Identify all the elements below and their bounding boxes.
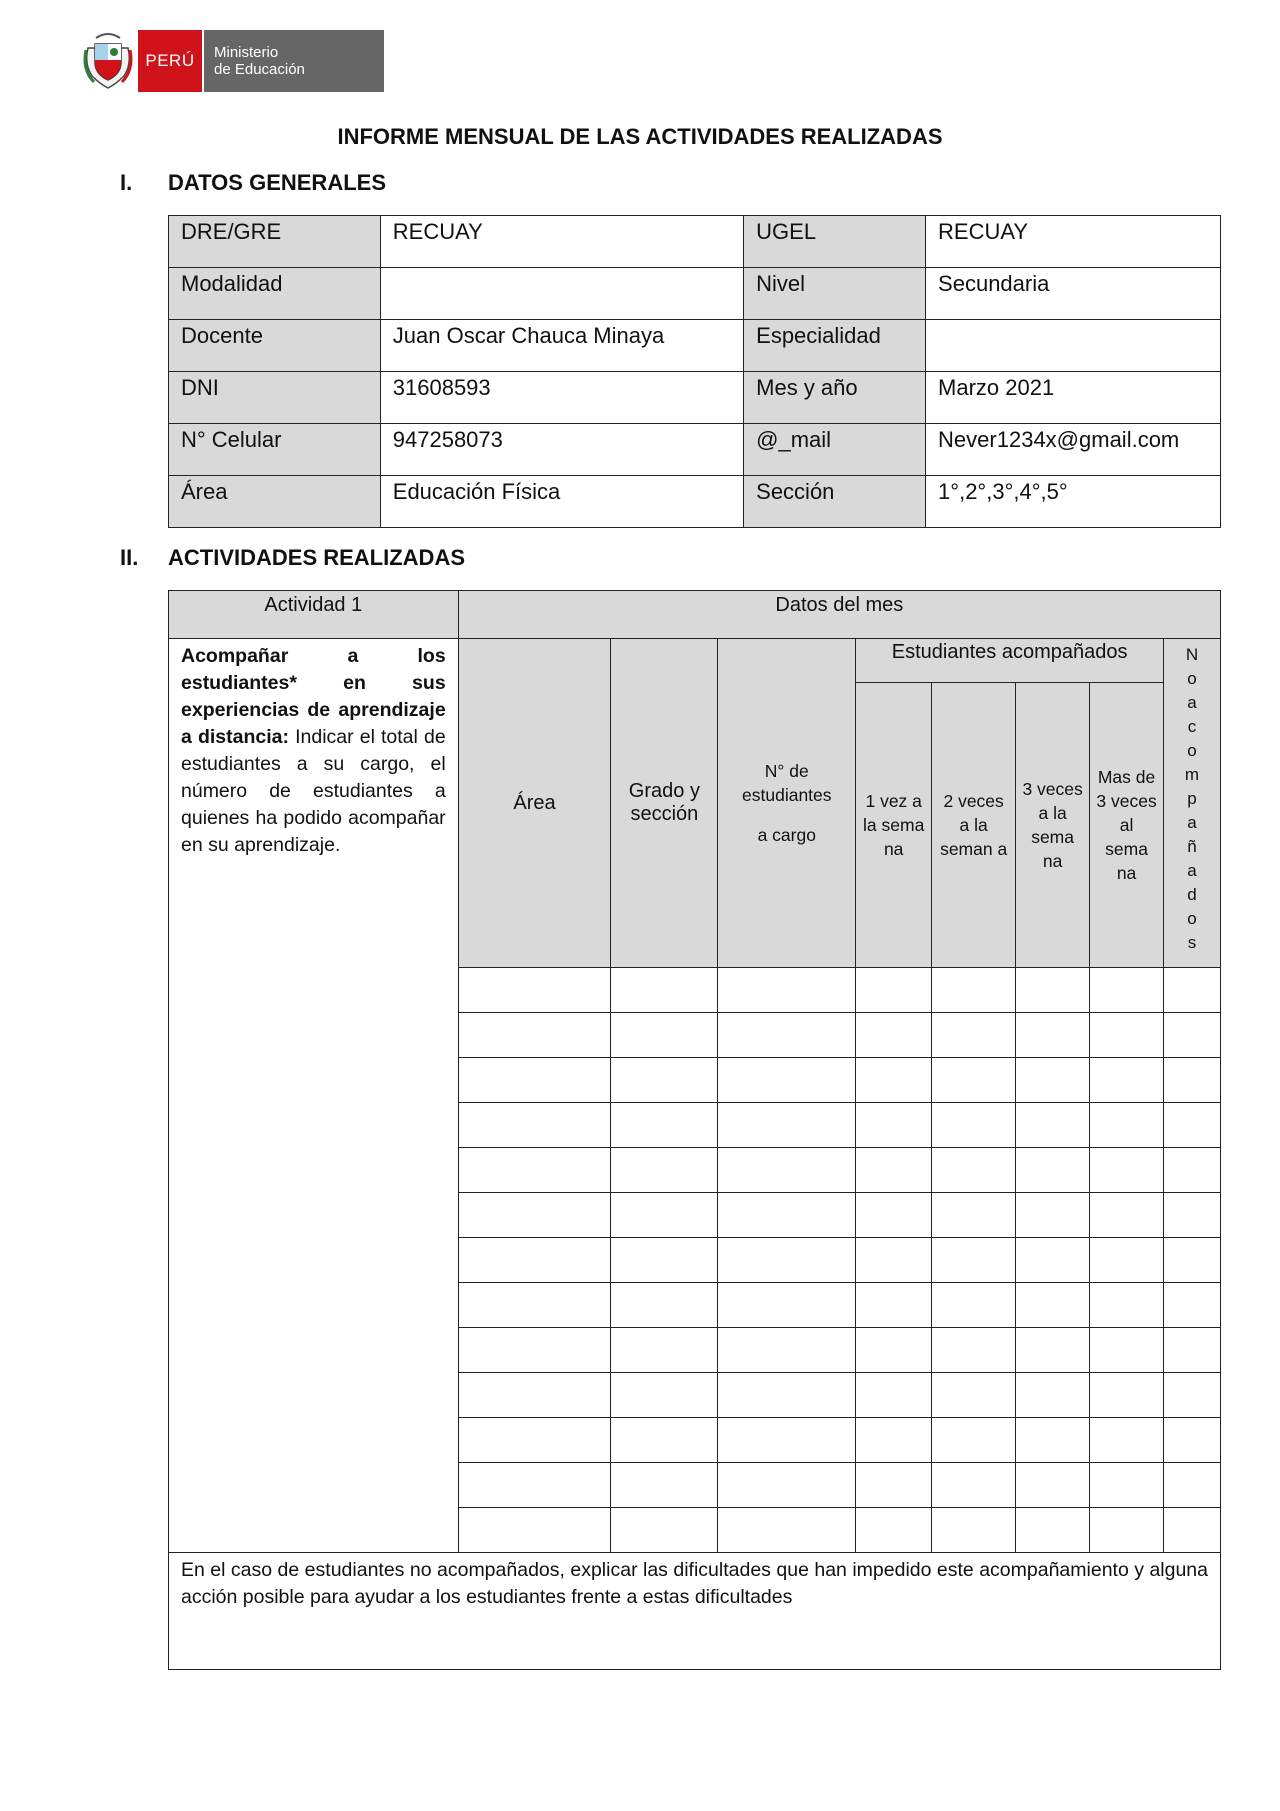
ministry-name — [202, 30, 384, 92]
table-row — [169, 476, 1221, 528]
document-title: INFORME MENSUAL DE LAS ACTIVIDADES REALIZADAS — [337, 124, 943, 149]
value-cell: RECUAY — [380, 216, 743, 268]
table-row — [169, 216, 1221, 268]
section-2-number: II. — [120, 545, 139, 570]
col-header-acompanados: Estudiantes acompañados — [856, 639, 1164, 683]
general-data-table — [168, 215, 1221, 528]
value-cell: RECUAY — [926, 216, 1221, 268]
value-cell: 1°,2°,3°,4°,5° — [926, 476, 1221, 528]
col-header-no-acompanados: N o a c o m p a ñ a d o s — [1164, 639, 1221, 968]
value-cell: 947258073 — [380, 424, 743, 476]
section-1-title: DATOS GENERALES — [168, 170, 386, 195]
section-2-title: ACTIVIDADES REALIZADAS — [168, 545, 466, 570]
table-row — [169, 1553, 1221, 1670]
label-cell: Docente — [169, 320, 381, 372]
label-cell: DRE/GRE — [169, 216, 381, 268]
table-row — [169, 268, 1221, 320]
ministry-name-line1: Ministerio — [214, 44, 279, 61]
table-row — [169, 320, 1221, 372]
table-row — [169, 372, 1221, 424]
ministry-logo — [82, 30, 384, 92]
value-cell: Marzo 2021 — [926, 372, 1221, 424]
col-header-num-line1: N° de estudiantes — [742, 761, 832, 805]
table-row — [169, 591, 1221, 639]
col-header-3veces: 3 veces a la sema na — [1016, 683, 1090, 968]
label-cell: N° Celular — [169, 424, 381, 476]
table-row — [169, 424, 1221, 476]
section-1-heading — [120, 170, 386, 196]
label-cell: Mes y año — [744, 372, 926, 424]
col-header-grado: Grado y sección — [611, 639, 718, 968]
peru-coat-of-arms-icon — [82, 30, 134, 92]
section-1-number: I. — [120, 170, 133, 195]
col-header-num-students — [718, 639, 856, 968]
label-cell: UGEL — [744, 216, 926, 268]
label-cell: DNI — [169, 372, 381, 424]
value-cell: Secundaria — [926, 268, 1221, 320]
value-cell — [380, 268, 743, 320]
col-header-1vez: 1 vez a la sema na — [856, 683, 932, 968]
month-data-label: Datos del mes — [458, 591, 1220, 639]
value-cell: Juan Oscar Chauca Minaya — [380, 320, 743, 372]
ministry-name-line2: de Educación — [214, 61, 305, 78]
col-header-num-line2: a cargo — [757, 825, 816, 845]
table-row — [169, 639, 1221, 683]
col-header-2veces: 2 veces a la seman a — [932, 683, 1016, 968]
section-2-heading — [120, 545, 465, 571]
label-cell: Área — [169, 476, 381, 528]
peru-label: PERÚ — [138, 30, 202, 92]
label-cell: Modalidad — [169, 268, 381, 320]
footer-note: En el caso de estudiantes no acompañados, explicar las dificultades que han impedido este acompañamiento y alguna acción posible para ayudar a los estudiantes frente a estas dificultades — [169, 1553, 1221, 1670]
activity-label: Actividad 1 — [169, 591, 459, 639]
label-cell: Sección — [744, 476, 926, 528]
value-cell: 31608593 — [380, 372, 743, 424]
value-cell: Never1234x@gmail.com — [926, 424, 1221, 476]
col-header-area: Área — [458, 639, 611, 968]
label-cell: @_mail — [744, 424, 926, 476]
activities-table — [168, 590, 1221, 1670]
value-cell: Educación Física — [380, 476, 743, 528]
value-cell — [926, 320, 1221, 372]
activity-description — [169, 639, 459, 1553]
col-header-mas3: Mas de 3 veces al sema na — [1090, 683, 1164, 968]
label-cell: Nivel — [744, 268, 926, 320]
label-cell: Especialidad — [744, 320, 926, 372]
activity-description-text: Indicar el total de estudiantes a su cargo, el número de estudiantes a quienes ha podido acompañar en su aprendizaje. — [181, 726, 446, 856]
activity-description-bold: Acompañar a los estudiantes* en sus experiencias de aprendizaje a distancia: — [181, 645, 446, 748]
